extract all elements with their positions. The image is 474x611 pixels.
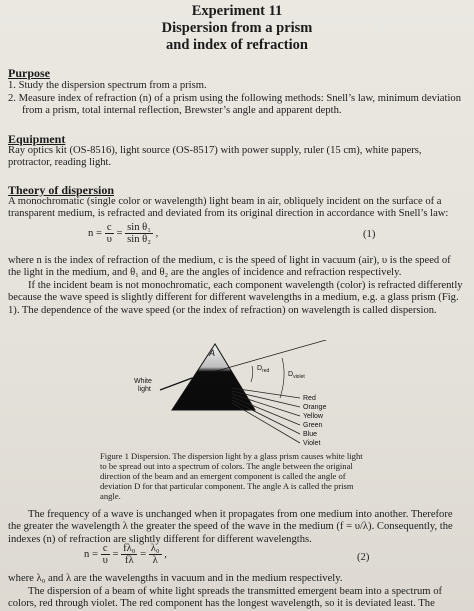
white-light-label-2: light [138, 386, 151, 393]
title-line-2: and index of refraction [166, 37, 308, 53]
equation-2-number: (2) [357, 552, 370, 563]
equation-1-number: (1) [363, 229, 376, 240]
frequency-paragraph: The frequency of a wave is unchanged when it propagates from one medium into another. Therefore the greater the wavelength λ the greater the speed of the wave in the medium (f = υ/λ). Consequently, the indexes (n) of refraction are slightly different for different wavelengths. [8, 509, 453, 545]
theory-paragraph-1: A monochromatic (single color or wavelength) light beam in air, obliquely incident on the surface of a transparent medium, is refracted and deviated from its original direction in accordance with Snell’s law: [8, 196, 449, 220]
dispersion-paragraph: The dispersion of a beam of white light spreads the transmitted emergent beam into a spectrum of colors, red through violet. The red component has the longest wavelength, so it is deviated least. The [8, 586, 443, 610]
eq2-f3-den: λ [152, 555, 158, 566]
eq2-f1-den: υ [102, 555, 108, 566]
ray-green [232, 397, 300, 425]
prism-angle-label: A [209, 348, 216, 358]
deviation-violet-label: $D_{violet}$ [288, 371, 305, 380]
title-line-1: Dispersion from a prism [161, 20, 313, 36]
color-label-yellow: Yellow [303, 413, 323, 420]
eq2-fraction-2 [121, 543, 137, 566]
theory-paragraph-2: where n is the index of refraction of the medium, c is the speed of light in vacuum (air), υ is the speed of the light in the medium, and θ₁ and θ₂ are the angles of incidence and refraction respectively. [8, 255, 451, 279]
color-label-blue: Blue [303, 431, 318, 438]
eq2-equals-1: = [112, 548, 119, 560]
eq1-fraction-1 [105, 222, 114, 245]
purpose-item-1: 1. Study the dispersion spectrum from a prism. [8, 80, 207, 91]
eq1-lhs: n = [88, 227, 102, 239]
eq2-equals-2: = [140, 548, 147, 560]
eq1-fraction-2 [125, 222, 153, 245]
eq2-tail: , [164, 548, 167, 560]
color-label-violet: Violet [303, 440, 321, 447]
color-label-orange: Orange [303, 404, 327, 411]
theory-heading: Theory of dispersion [8, 183, 115, 197]
color-label-red: Red [303, 395, 316, 402]
figure-caption: Figure 1 Dispersion. The dispersion light by a glass prism causes white light to be spread out into a spectrum of colors. The angle between the original direction of the beam and an emergent component is called the angle of deviation D for that particular component. The angle A is called the prism angle. [100, 451, 363, 501]
wavelength-definition: where λ₀ and λ are the wavelengths in vacuum and in the medium respectively. [8, 573, 343, 584]
equipment-text: Ray optics kit (OS-8516), light source (OS-8517) with power supply, ruler (15 cm), white papers, protractor, reading light. [8, 145, 422, 169]
deviation-red-label: $D_{red}$ [257, 365, 270, 374]
eq1-f1-num: c [105, 222, 114, 234]
eq1-f1-den: υ [106, 234, 112, 245]
eq1-f2-den: sin θ₂ [127, 234, 151, 245]
theory-paragraph-3: If the incident beam is not monochromatic, each component wavelength (color) is refracted differently because the wave speed is slightly different for different wavelengths in a medium, e.g. a glass prism (Fig. 1). The dependence of the wave speed (or the index of refraction) on wavelength is called dispersion. [8, 280, 463, 316]
deviation-red-arc [251, 366, 253, 382]
eq2-lhs: n = [84, 548, 98, 560]
equation-1 [88, 222, 158, 245]
eq2-f3-num: λ₀ [150, 543, 160, 554]
deviation-violet-arc [280, 358, 284, 398]
white-light-label-1: White [134, 378, 152, 385]
eq2-fraction-3 [149, 543, 162, 566]
color-label-green: Green [303, 422, 323, 429]
equipment-heading: Equipment [8, 132, 66, 146]
equation-2 [84, 543, 167, 566]
eq2-fraction-1 [101, 543, 110, 566]
eq1-f2-num: sin θ₁ [127, 222, 151, 233]
eq2-f1-num: c [101, 543, 110, 555]
purpose-heading: Purpose [8, 66, 50, 80]
eq1-equals: = [116, 227, 123, 239]
purpose-item-2: 2. Measure index of refraction (n) of a prism using the following methods: Snell’s law, minimum deviation from a prism, total internal reflection, Brewster’s angle and apparent depth. [8, 93, 461, 117]
eq2-f2-den: fλ [124, 555, 134, 566]
dispersion-figure [120, 340, 350, 448]
experiment-number: Experiment 11 [191, 3, 283, 19]
eq1-tail: , [155, 227, 159, 239]
ray-violet [232, 403, 300, 443]
eq2-f2-num: fλ₀ [123, 543, 136, 554]
